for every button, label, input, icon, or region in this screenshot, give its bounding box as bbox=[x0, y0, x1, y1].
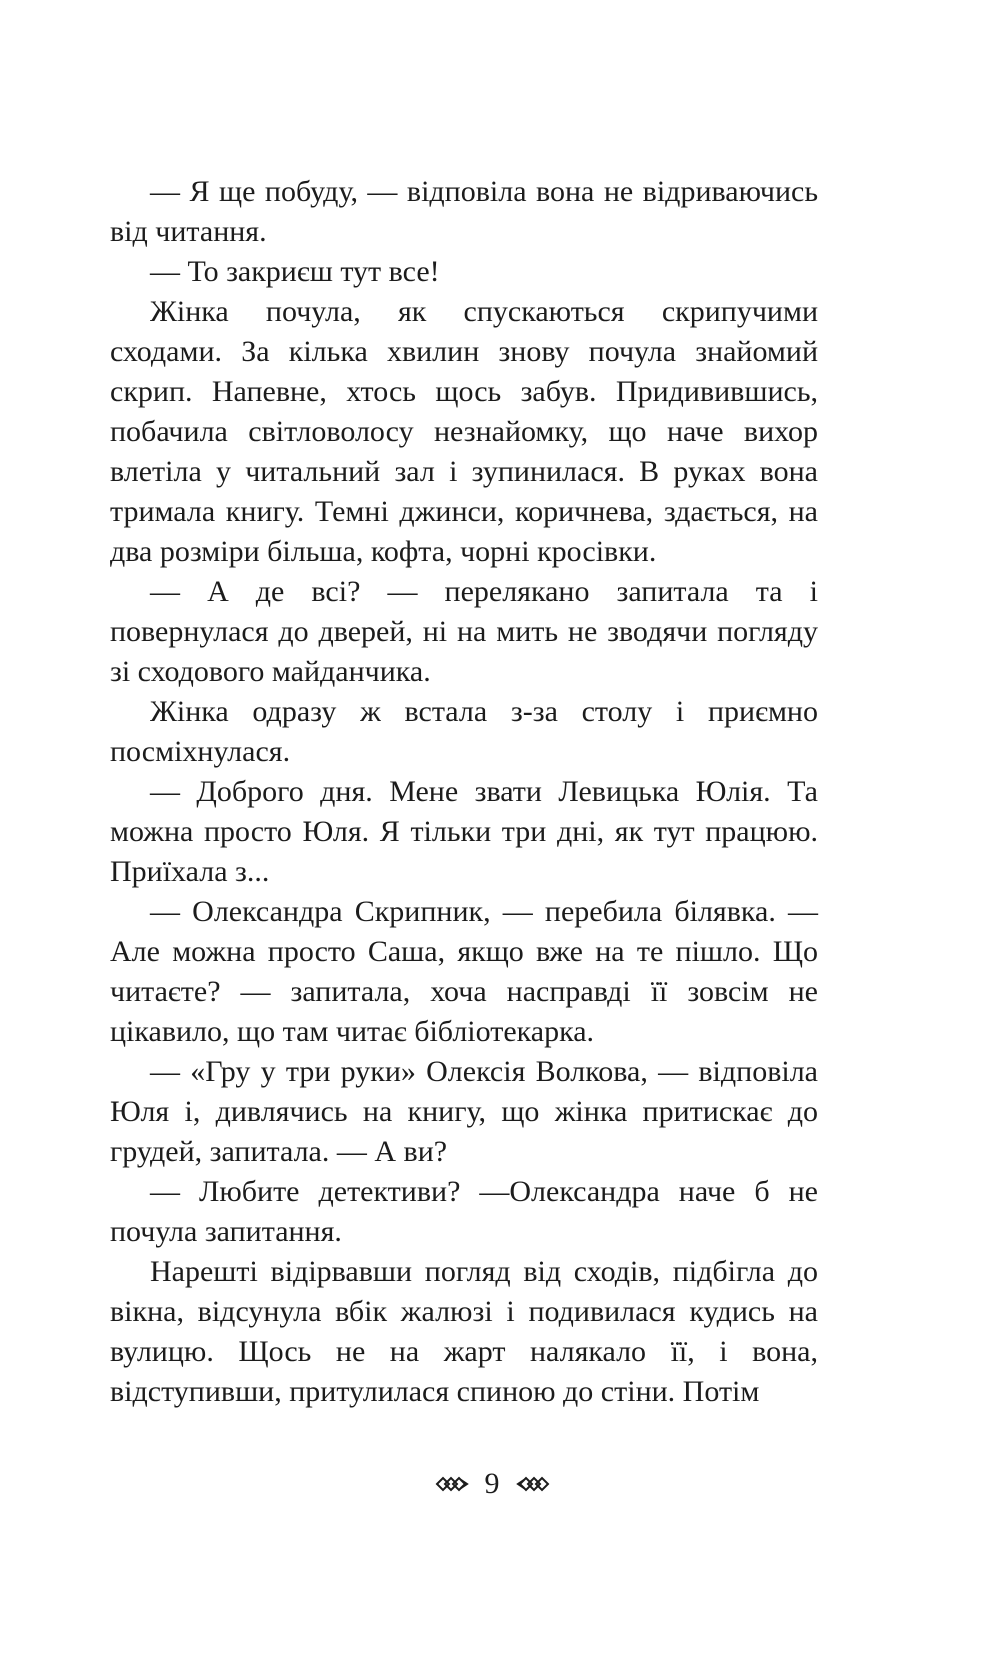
paragraph-1: — Я ще побуду, — відповіла вона не відриваючись від читання. bbox=[110, 175, 818, 248]
paragraph-9: — Любите детективи? —Олександра наче б не почула запитання. bbox=[110, 1175, 818, 1248]
paragraph-3: Жінка почула, як спускаються скрипучими сходами. За кілька хвилин знову почула знайомий скрип. Напевне, хтось щось забув. Придивившись, побачила світловолосу незнайомку, що наче вихор влетіла у читальний зал і зупинилася. В руках вона тримала книгу. Темні джинси, коричнева, здається, на два розміри більша, кофта, чорні кросівки. bbox=[110, 295, 818, 568]
paragraph-4: — А де всі? — перелякано запитала та і повернулася до дверей, ні на мить не зводячи погляду зі сходового майданчика. bbox=[110, 575, 818, 688]
paragraph-8: — «Гру у три руки» Олексія Волкова, — відповіла Юля і, дивлячись на книгу, що жінка притискає до грудей, запитала. — А ви? bbox=[110, 1055, 818, 1168]
paragraph-5: Жінка одразу ж встала з-за столу і приємно посміхнулася. bbox=[110, 695, 818, 768]
ornament-left-icon bbox=[435, 1474, 469, 1494]
page-footer bbox=[0, 1464, 984, 1504]
page-number: 9 bbox=[484, 1467, 500, 1500]
ornament-right-icon bbox=[516, 1474, 550, 1494]
paragraph-2: — То закриєш тут все! bbox=[150, 255, 440, 288]
paragraph-10: Нарешті відірвавши погляд від сходів, підбігла до вікна, відсунула вбік жалюзі і подивилася кудись на вулицю. Щось не на жарт налякало її, і вона, відступивши, притулилася спиною до стіни. Потім bbox=[110, 1255, 818, 1408]
body-text bbox=[110, 172, 818, 1412]
paragraph-7: — Олександра Скрипник, — перебила білявка. — Але можна просто Саша, якщо вже на те пішло. Що читаєте? — запитала, хоча насправді її зовсім не цікавило, що там читає бібліотекарка. bbox=[110, 895, 818, 1048]
paragraph-6: — Доброго дня. Мене звати Левицька Юлія. Та можна просто Юля. Я тільки три дні, як тут працюю. Приїхала з... bbox=[110, 775, 818, 888]
